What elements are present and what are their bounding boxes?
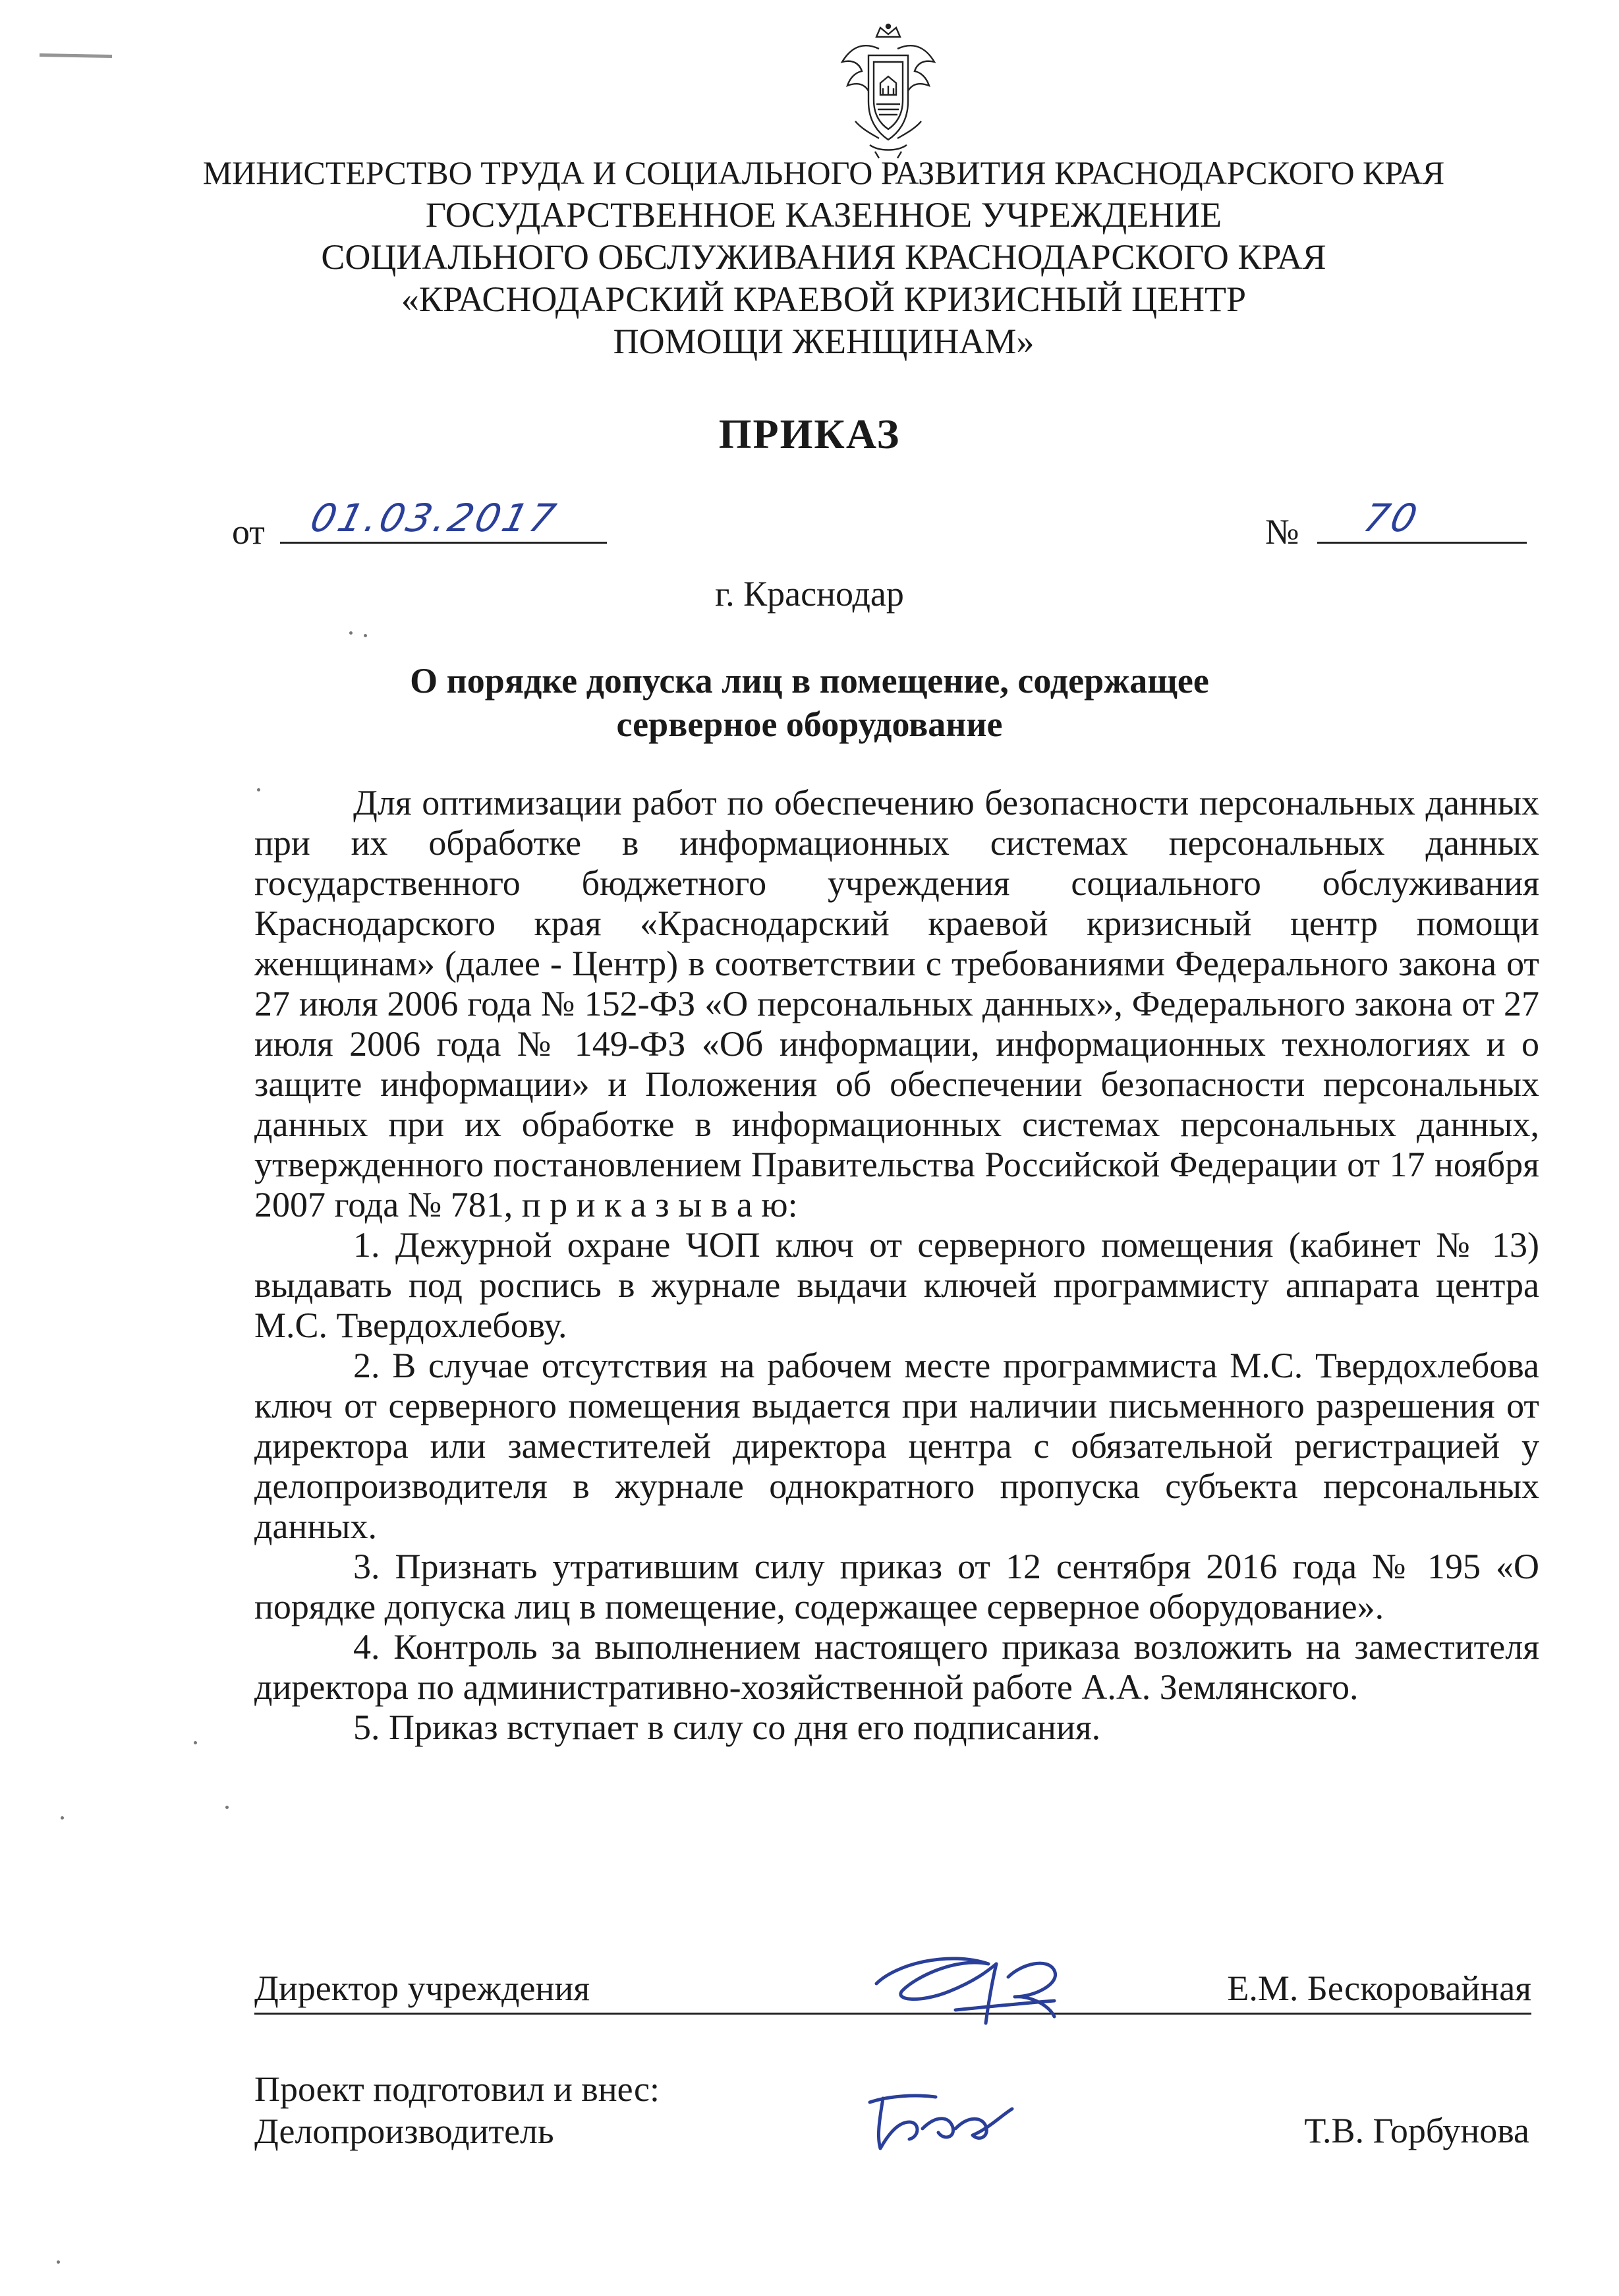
document-header [198, 152, 1450, 362]
director-signature-icon [857, 1937, 1107, 2036]
scan-speck [61, 1816, 64, 1820]
org-name-line-2: СОЦИАЛЬНОГО ОБСЛУЖИВАНИЯ КРАСНОДАРСКОГО КРАЯ [321, 237, 1326, 277]
date-row [232, 496, 607, 552]
city: г. Краснодар [715, 574, 904, 614]
scan-speck [194, 1741, 197, 1744]
order-item-2: 2. В случае отсутствия на рабочем месте программиста М.С. Твердохлебова ключ от серверного помещения выдается при наличии письменного разрешения от директора или заместителей директора центра с обязательной регистрацией у делопроизводителя в журнале однократного пропуска субъекта персональных данных. [254, 1346, 1539, 1546]
org-name-line-1: ГОСУДАРСТВЕННОЕ КАЗЕННОЕ УЧРЕЖДЕНИЕ [425, 195, 1222, 235]
subject-line-1: О порядке допуска лиц в помещение, содержащее [410, 661, 1209, 701]
scan-speck [57, 2260, 60, 2264]
director-name: Е.М. Бескоровайная [1227, 1968, 1531, 2008]
order-subject [0, 659, 1619, 746]
prepared-position: Делопроизводитель [254, 2111, 554, 2151]
order-body [254, 783, 1539, 1748]
subject-line-2: серверное оборудование [616, 704, 1003, 744]
prepared-label: Проект подготовил и внес: [254, 2069, 660, 2109]
date-label: от [232, 512, 265, 552]
number-fill-line [1317, 496, 1527, 544]
number-value: 70 [1359, 496, 1425, 540]
scan-speck [349, 631, 353, 635]
number-label: № [1265, 512, 1299, 552]
date-value: 01.03.2017 [306, 496, 563, 540]
date-fill-line [280, 496, 607, 544]
document-title: ПРИКАЗ [718, 411, 901, 457]
scan-speck [225, 1806, 229, 1809]
org-name-line-4: ПОМОЩИ ЖЕНЩИНАМ» [613, 322, 1035, 361]
org-name-line-3: «КРАСНОДАРСКИЙ КРАЕВОЙ КРИЗИСНЫЙ ЦЕНТР [401, 279, 1247, 319]
coat-of-arms-emblem [836, 22, 941, 161]
ministry-name: МИНИСТЕРСТВО ТРУДА И СОЦИАЛЬНОГО РАЗВИТИЯ КРАСНОДАРСКОГО КРАЯ [202, 154, 1445, 191]
order-item-3: 3. Признать утратившим силу приказ от 12 сентября 2016 года № 195 «О порядке допуска лиц в помещение, содержащее серверное оборудование». [254, 1547, 1539, 1626]
preamble-paragraph: Для оптимизации работ по обеспечению безопасности персональных данных при их обработке в информационных системах персональных данных государственного бюджетного учреждения социального обслуживания Краснодарского края «Краснодарский краевой кризисный центр помощи женщинам» (далее - Центр) в соответствии с требованиями Федерального закона от 27 июля 2006 года № 152-ФЗ «О персональных данных», Федерального закона от 27 июля 2006 года № 149-ФЗ «Об информации, информационных технологиях и о защите информации» и Положения об обеспечении безопасности персональных данных при их обработке в информационных системах персональных данных, утвержденного постановлением Правительства Российской Федерации от 17 ноября 2007 года № 781, п р и к а з ы в а ю: [254, 783, 1539, 1224]
order-item-4: 4. Контроль за выполнением настоящего приказа возложить на заместителя директора по административно-хозяйственной работе А.А. Землянского. [254, 1627, 1539, 1707]
prepared-by-block [254, 2068, 660, 2152]
scan-artifact-mark [40, 53, 112, 58]
number-row [1265, 496, 1527, 552]
order-item-5: 5. Приказ вступает в силу со дня его подписания. [353, 1708, 1101, 1747]
order-item-1: 1. Дежурной охране ЧОП ключ от серверного помещения (кабинет № 13) выдавать под роспись в журнале выдачи ключей программисту аппарата центра М.С. Твердохлебову. [254, 1225, 1539, 1345]
scan-speck [257, 788, 260, 791]
prepared-name: Т.В. Горбунова [1304, 2111, 1529, 2150]
clerk-signature-icon [857, 2076, 1028, 2162]
scan-speck [364, 634, 367, 637]
director-position: Директор учреждения [254, 1968, 590, 2008]
